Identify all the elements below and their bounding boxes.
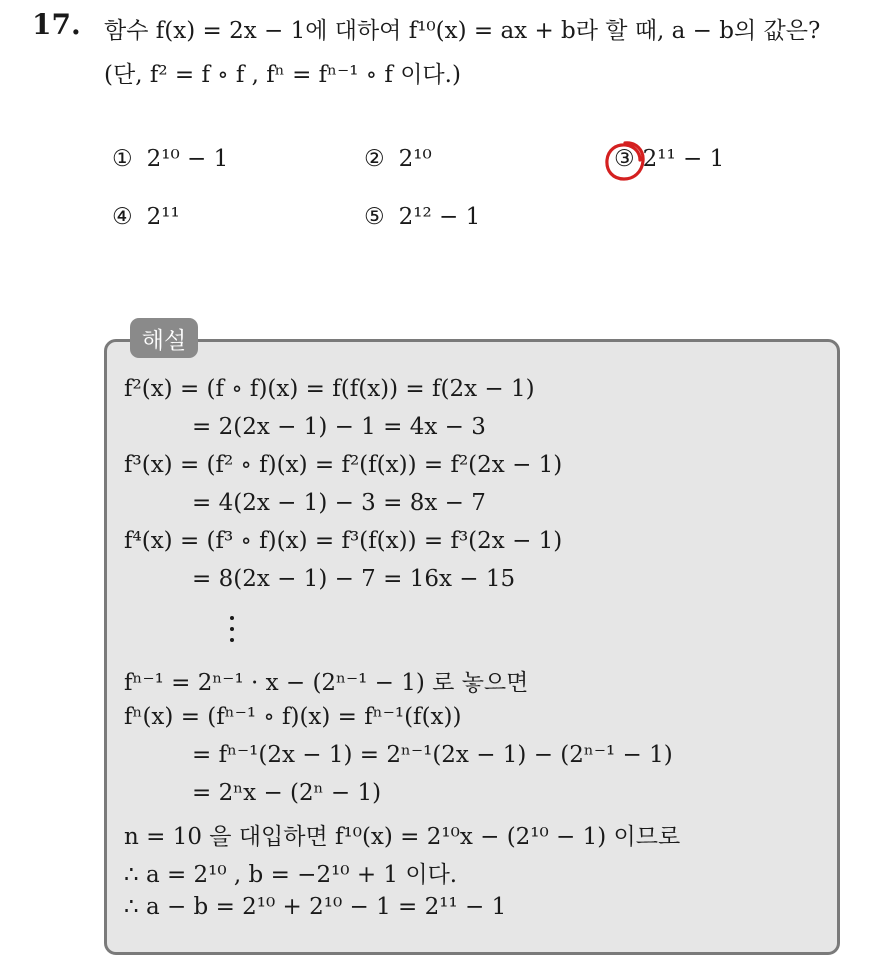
choice-text: 2¹⁰ − 1: [146, 146, 229, 172]
choice-text: 2¹⁰: [398, 146, 432, 172]
solution-line: f³(x) = (f² ∘ f)(x) = f²(f(x)) = f²(2x − 1): [124, 452, 563, 478]
solution-line: = fⁿ⁻¹(2x − 1) = 2ⁿ⁻¹(2x − 1) − (2ⁿ⁻¹ − 1): [192, 742, 673, 768]
choice-mark: ①: [112, 146, 133, 172]
choice-text: 2¹² − 1: [398, 204, 481, 230]
solution-line: f²(x) = (f ∘ f)(x) = f(f(x)) = f(2x − 1): [124, 376, 535, 402]
answer-circle-mark: [602, 138, 648, 184]
vertical-ellipsis: [222, 616, 242, 649]
question-number: 17.: [32, 8, 81, 41]
solution-line: = 2ⁿx − (2ⁿ − 1): [192, 780, 382, 806]
choice-5[interactable]: [364, 204, 480, 230]
choice-1[interactable]: [112, 146, 228, 172]
solution-line: n = 10 을 대입하면 f¹⁰(x) = 2¹⁰x − (2¹⁰ − 1) 이므로: [124, 824, 681, 850]
choice-text: 2¹¹ − 1: [642, 146, 725, 172]
choice-mark: ④: [112, 204, 133, 230]
solution-line: = 8(2x − 1) − 7 = 16x − 15: [192, 566, 516, 592]
choice-4[interactable]: [112, 204, 180, 230]
choice-mark: ⑤: [364, 204, 385, 230]
question-condition: (단, f² = f ∘ f , fⁿ = fⁿ⁻¹ ∘ f 이다.): [104, 62, 461, 88]
solution-line: ∴ a = 2¹⁰ , b = −2¹⁰ + 1 이다.: [124, 862, 458, 888]
choice-mark: ②: [364, 146, 385, 172]
solution-line: f⁴(x) = (f³ ∘ f)(x) = f³(f(x)) = f³(2x − 1): [124, 528, 563, 554]
solution-line: fⁿ(x) = (fⁿ⁻¹ ∘ f)(x) = fⁿ⁻¹(f(x)): [124, 704, 462, 730]
solution-line: = 2(2x − 1) − 1 = 4x − 3: [192, 414, 486, 440]
solution-line: = 4(2x − 1) − 3 = 8x − 7: [192, 490, 486, 516]
solution-label: 해설: [130, 318, 198, 358]
choice-mark: ③: [614, 146, 635, 172]
choice-text: 2¹¹: [146, 204, 180, 230]
choice-2[interactable]: [364, 146, 432, 172]
question-stem: 함수 f(x) = 2x − 1에 대하여 f¹⁰(x) = ax + b라 할 때, a − b의 값은?: [104, 18, 821, 44]
solution-line: ∴ a − b = 2¹⁰ + 2¹⁰ − 1 = 2¹¹ − 1: [124, 894, 507, 920]
solution-line: fⁿ⁻¹ = 2ⁿ⁻¹ · x − (2ⁿ⁻¹ − 1) 로 놓으면: [124, 670, 529, 696]
